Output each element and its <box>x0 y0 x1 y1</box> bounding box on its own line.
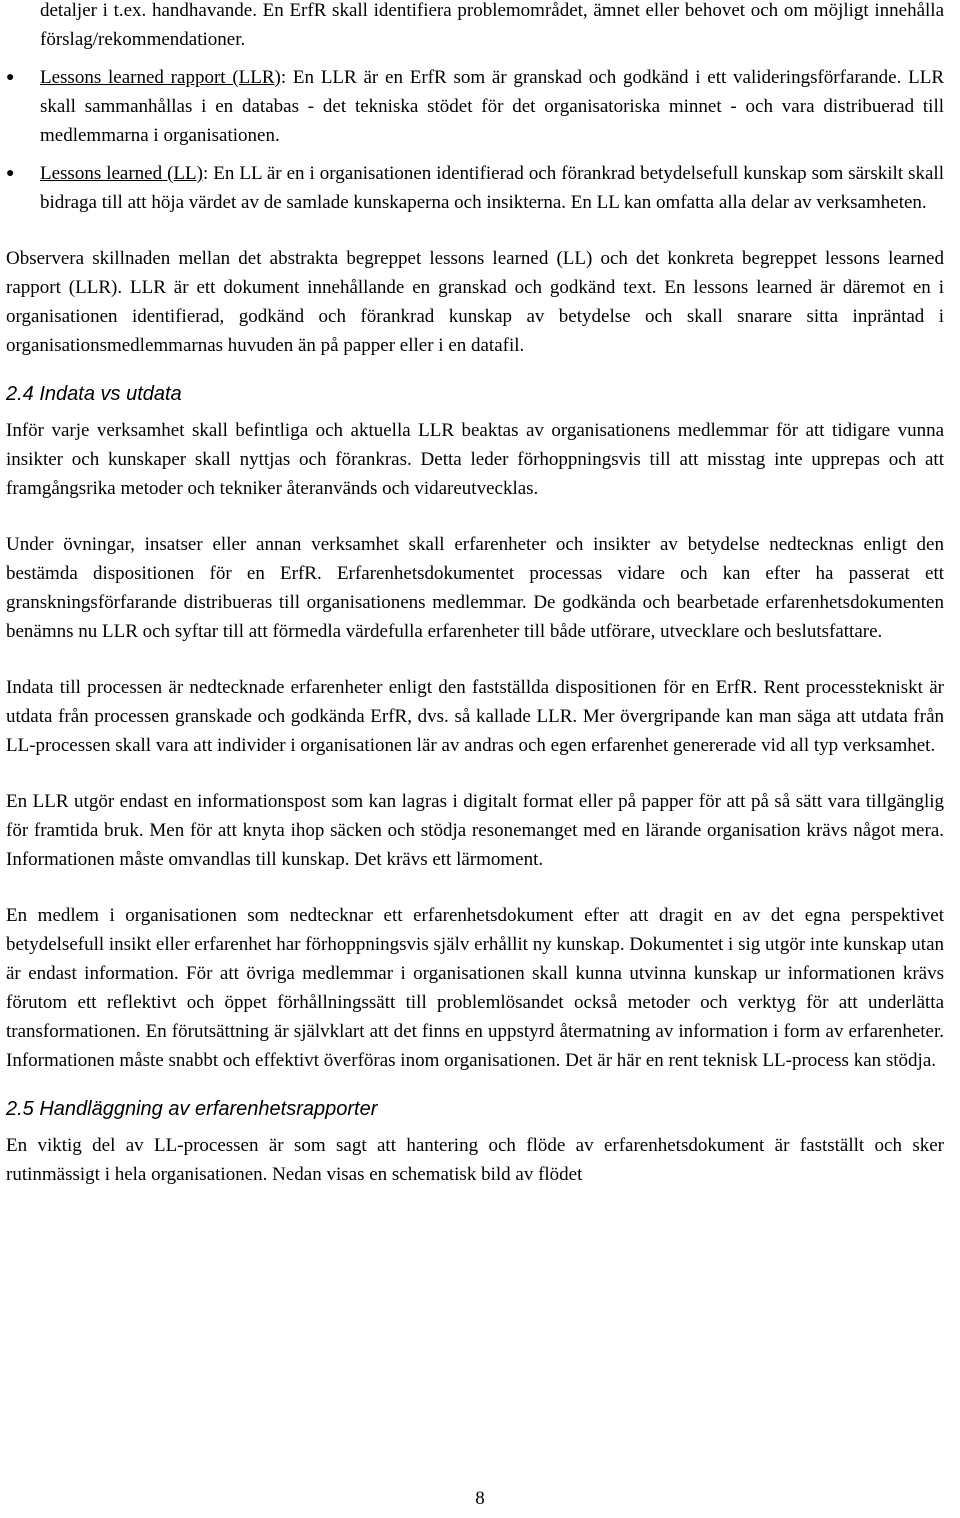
bullet-term: Lessons learned (LL) <box>40 163 203 184</box>
paragraph: Inför varje verksamhet skall befintliga och aktuella LLR beaktas av organisationens medlemmar för att tidigare vunna insikter och kunskaper skall nyttjas och förankras. Detta leder förhoppningsvis till att misstag inte upprepas och att framgångsrika metoder och tekniker återanvänds och vidareutvecklas. <box>6 420 944 499</box>
paragraph: En medlem i organisationen som nedtecknar ett erfarenhetsdokument efter att dragit en av det egna perspektivet betydelsefull insikt eller erfarenhet har förhoppningsvis själv erhållit ny kunskap. Dokumentet i sig utgör inte kunskap utan är endast information. För att övriga medlemmar i organisationen skall kunna utvinna kunskap ur informationen krävs förutom ett reflektivt och öppet förhållningssätt till problemlösandet också metoder och verktyg för att underlätta transformationen. En förutsättning är självklart att det finns en uppstyrd återmatning av information i form av erfarenheter. Informationen måste snabbt och effektivt överföras inom organisationen. Det är här en rent teknisk LL-process kan stödja. <box>6 905 944 1071</box>
bullet-dot-icon: ● <box>6 70 15 85</box>
bullet-item-ll <box>6 159 944 217</box>
paragraph: En viktig del av LL-processen är som sagt att hantering och flöde av erfarenhetsdokument är fastställt och sker rutinmässigt i hela organisationen. Nedan visas en schematisk bild av flödet <box>6 1135 944 1185</box>
paragraph-observera: Observera skillnaden mellan det abstrakta begreppet lessons learned (LL) och det konkreta begreppet lessons learned rapport (LLR). LLR är ett dokument innehållande en granskad och godkänd text. En lessons learned är däremot en i organisationen identifierad, godkänd och förankrad kunskap av betydelse och skall snarare sitta inpräntad i organisationsmedlemmarnas huvuden än på papper eller i en datafil. <box>6 248 944 356</box>
bullet-text: : En LL är en i organisationen identifierad och förankrad betydelsefull kunskap som särskilt skall bidraga till att höja värdet av de samlade kunskaperna och insikterna. En LL kan omfatta alla delar av verksamheten. <box>40 163 944 213</box>
section-heading-2-4: 2.4 Indata vs utdata <box>6 383 182 405</box>
paragraph: Indata till processen är nedtecknade erfarenheter enligt den fastställda dispositionen för en ErfR. Rent processtekniskt är utdata från processen granskade och godkända ErfR, dvs. så kallade LLR. Mer övergripande kan man säga att utdata från LL-processen skall vara att individer i organisationen lär av andras och egen erfarenhet genererade vid all typ verksamhet. <box>6 677 944 756</box>
bullet-dot-icon: ● <box>6 166 15 181</box>
paragraph: Under övningar, insatser eller annan verksamhet skall erfarenheter och insikter av betydelse nedtecknas enligt den bestämda dispositionen för en ErfR. Erfarenhetsdokumentet processas vidare och kan efter ha passerat ett granskningsförfarande distribueras till organisationens medlemmar. De godkända och bearbetade erfarenhetsdokumenten benämns nu LLR och syftar till att förmedla värdefulla erfarenheter till både utförare, utvecklare och beslutsfattare. <box>6 534 944 642</box>
paragraph: En LLR utgör endast en informationspost som kan lagras i digitalt format eller på papper för att på så sätt vara tillgänglig för framtida bruk. Men för att knyta ihop säcken och stödja resonemanget med en lärande organisation krävs något mera. Informationen måste omvandlas till kunskap. Det krävs ett lärmoment. <box>6 791 944 870</box>
document-page <box>6 0 944 1189</box>
bullet-item-llr <box>6 63 944 150</box>
bullet-term: Lessons learned rapport (LLR) <box>40 67 281 88</box>
page-number: 8 <box>475 1488 485 1509</box>
bullet-text: : En LLR är en ErfR som är granskad och godkänd i ett valideringsförfarande. LLR skall sammanhållas i en databas - det tekniska stödet för det organisatoriska minnet - och vara distribuerad till medlemmarna i organisationen. <box>40 67 944 146</box>
bullet-continuation-text: detaljer i t.ex. handhavande. En ErfR skall identifiera problemområdet, ämnet eller behovet och om möjligt innehålla förslag/rekommendationer. <box>40 0 944 50</box>
section-heading-2-5: 2.5 Handläggning av erfarenhetsrapporter <box>6 1098 378 1120</box>
